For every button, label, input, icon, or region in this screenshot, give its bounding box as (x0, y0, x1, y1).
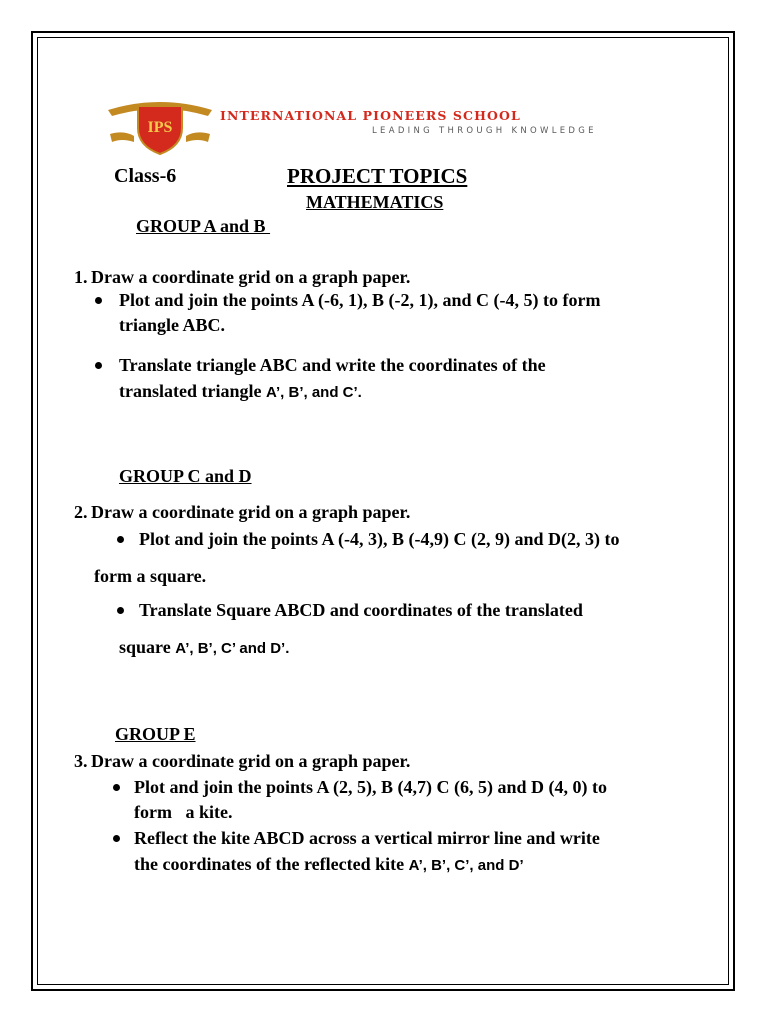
bullet-text-line: form a kite. (134, 802, 233, 822)
bullet-text-line: Plot and join the points A (2, 5), B (4,7) C (6, 5) and D (4, 0) to (134, 777, 608, 797)
bullet-text-primes: A’, B’, C’, and D’ (408, 857, 524, 874)
bullet-text-line (119, 638, 289, 657)
task-number: 1. (74, 267, 88, 287)
bullet-text-line (134, 855, 524, 874)
task-number: 3. (74, 751, 88, 771)
task-text: Draw a coordinate grid on a graph paper. (91, 502, 411, 522)
bullet-text-line: Plot and join the points A (-4, 3), B (-4,9) C (2, 9) and D(2, 3) to (139, 529, 620, 549)
bullet-text-main: the coordinates of the reflected kite (134, 854, 409, 874)
bullet-dot (117, 607, 124, 614)
bullet-dot (95, 362, 102, 369)
task-text: Draw a coordinate grid on a graph paper. (91, 267, 411, 287)
task-number: 2. (74, 502, 88, 522)
bullet-text-main: square (119, 637, 176, 657)
school-crest-logo (104, 96, 216, 156)
class-label: Class-6 (114, 165, 177, 187)
task-text: Draw a coordinate grid on a graph paper. (91, 751, 411, 771)
bullet-dot (95, 297, 102, 304)
school-name-block (220, 108, 674, 136)
group-heading: GROUP C and D (119, 466, 252, 486)
bullet-text-primes: A’, B’, C’ and D’. (175, 640, 290, 657)
bullet-text-line: Translate Square ABCD and coordinates of the translated (139, 600, 583, 620)
bullet-text-line: Reflect the kite ABCD across a vertical mirror line and write (134, 828, 600, 848)
subject-heading: MATHEMATICS (306, 192, 444, 212)
bullet-text-line (119, 382, 362, 401)
bullet-dot (113, 784, 120, 791)
bullet-text-line: Translate triangle ABC and write the coordinates of the (119, 355, 546, 375)
group-heading: GROUP E (115, 724, 196, 744)
page-title: PROJECT TOPICS (287, 164, 468, 188)
logo-lettering: IPS (147, 119, 173, 136)
bullet-text-line: form a square. (94, 566, 207, 586)
bullet-text-line: triangle ABC. (119, 315, 225, 335)
group-heading: GROUP A and B (136, 216, 271, 236)
school-name: INTERNATIONAL PIONEERS SCHOOL (220, 108, 521, 123)
school-tagline: LEADING THROUGH KNOWLEDGE (372, 126, 597, 136)
bullet-text-primes: A’, B’, and C’. (265, 384, 362, 401)
bullet-text-main: translated triangle (119, 381, 266, 401)
bullet-dot (117, 536, 124, 543)
bullet-text-line: Plot and join the points A (-6, 1), B (-2, 1), and C (-4, 5) to form (119, 290, 601, 310)
bullet-dot (113, 835, 120, 842)
